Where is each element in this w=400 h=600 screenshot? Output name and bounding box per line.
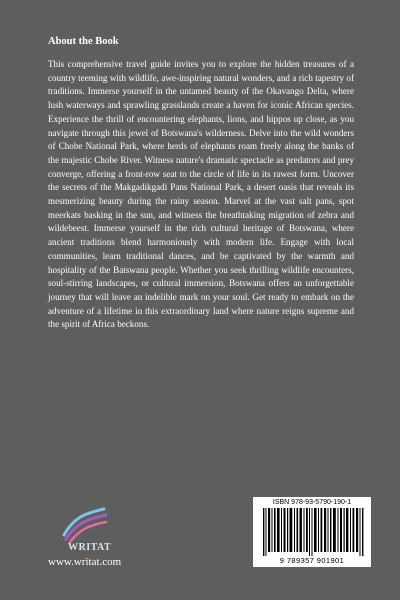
section-heading: About the Book [48,36,119,47]
barcode-digits: 9 789357 901901 [279,556,345,565]
barcode-icon [261,508,365,556]
book-wave-logo-icon [60,505,110,545]
book-description: This comprehensive travel guide invites you to explore the hidden treasures of a country teeming with wildlife, awe-inspiring natural wonders, and a rich tapestry of traditions. Immerse yourself in the untamed beauty of the Okavango Delta, where lush waterways and sprawling grasslands create a haven for iconic African species. Experience the thrill of encountering elephants, lions, and hippos up close, as you navigate through this jewel of Botswana's wilderness. Delve into the wild wonders of Chobe National Park, where herds of elephants roam freely along the banks of the majestic Chobe River. Witness nature's dramatic spectacle as predators and prey converge, offering a front-row seat to the circle of life in its rawest form. Uncover the secrets of the Makgadikgadi Pans National Park, a desert oasis that reveals its mesmerizing beauty during the rainy season. Marvel at the vast salt pans, spot meerkats basking in the sun, and witness the breathtaking migration of zebra and wildebeest. Immerse yourself in the rich cultural heritage of Botswana, where ancient traditions blend harmoniously with modern life. Engage with local communities, learn traditional dances, and be captivated by the warmth and hospitality of the Batswana people. Whether you seek thrilling wildlife encounters, soul-stirring landscapes, or cultural immersion, Botswana offers an unforgettable journey that will leave an indelible mark on your soul. Get ready to embark on the adventure of a lifetime in this extraordinary land where nature reigns supreme and the spirit of Africa beckons. [48,59,354,330]
publisher-url: www.writat.com [48,556,122,568]
isbn-label: ISBN 978-93-5790-190-1 [272,499,352,506]
publisher-name: WRITAT [68,542,112,553]
isbn-barcode [253,497,371,567]
publisher-logo [48,505,158,575]
